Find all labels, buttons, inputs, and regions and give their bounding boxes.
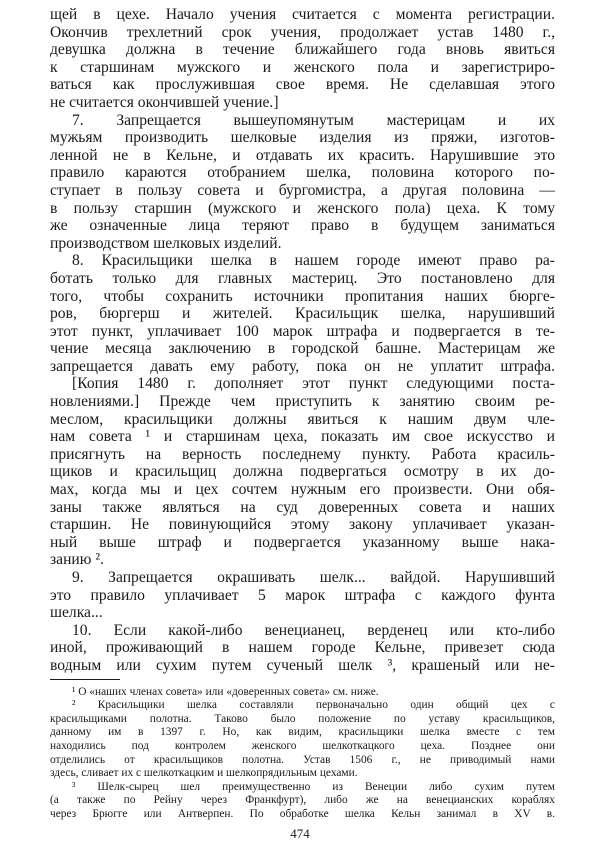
text-line: девушка должна в течение ближайшего года вновь явиться [50,41,555,59]
footnote-line: данному им в 1397 г. Но, как видим, красильщики шелка вместе с тем [50,726,555,739]
text-line: этот пункт, уплачивает 100 марок штрафа и подвергается в те- [50,322,555,340]
text-line: же означенные лица теряют право в будущем заниматься [50,217,555,235]
text-line: щиков и красильщиц должна подвергаться осмотру в их до- [50,463,555,481]
text-line: меслом, красильщики должны явиться к нашим двум чле- [50,410,555,428]
text-line: иной, проживающий в нашем городе Кельне, привезет сюда [50,639,555,657]
text-line: того, чтобы сохранить источники пропитания наших бюрге- [50,287,555,305]
footnote-1: ¹ О «наших членах совета» или «доверенных совета» см. ниже. [72,685,379,698]
footnote-divider [50,679,120,680]
text-line: заны также являться на суд доверенных совета и наших [50,498,555,516]
text-line: правило караются отобранием шелка, половина которого по- [50,164,555,182]
footnote-line: красильщиками полотна. Таково было положение по уставу красильщиков, [50,712,555,725]
text-line: мужьям производить шелковые изделия из пряжи, изготов- [50,129,555,147]
text-line: к старшинам мужского и женского пола и зарегистриро- [50,58,555,76]
text-line: чение месяца заключению в городской башне. Мастерицам же [50,340,555,358]
text-line: в пользу старшин (мужского и женского пола) цеха. К тому [50,199,555,217]
text-line: водным или сухим путем сученый шелк ³, крашеный или не- [50,656,555,674]
text-line: присягнуть на верность последнему пункту. Работа красиль- [50,445,555,463]
text-line: ров, бюргерш и жителей. Красильщик шелка, нарушивший [50,305,555,323]
text-line: нам совета ¹ и старшинам цеха, показать им свое искусство и [50,428,555,446]
text-line: занию ². [50,551,104,569]
text-line: ботать только для главных мастериц. Это постановлено для [50,269,555,287]
footnote-line: через Брюгге или Антверпен. По обработке шелка Кельн занимал в XV в. [50,807,555,820]
footnotes [50,679,555,822]
paragraph-7-start: 7. Запрещается вышеупомянутым мастерицам и их [72,111,555,129]
text-line: это правило уплачивает 5 марок штрафа с каждого фунта [50,586,555,604]
page-body [50,6,555,822]
paragraph-9-start: 9. Запрещается окрашивать шелк... вайдой. Нарушивший [72,569,555,586]
main-text [50,6,555,675]
text-line: Окончив трехлетний срок учения, продолжает устав 1480 г., [50,23,555,41]
text-line: ступает в пользу совета и бургомистра, а другая половина — [50,181,555,199]
footnote-3: ³ Шелк-сырец шел преимущественно из Венеции либо сухим путем [72,780,555,793]
text-line: мах, когда мы и цех сочтем нужным его произвести. Они обя- [50,481,555,499]
footnote-line: (а также по Рейну через Франкфурт), либо же на венецианских кораблях [50,794,555,807]
text-line: ленной не в Кельне, и отдавать их красить. Нарушившие это [50,146,555,164]
text-line: ный выше штраф и подвергается указанному выше нака- [50,533,555,551]
page-number: 474 [290,826,310,841]
paragraph-copy-1480-start: [Копия 1480 г. дополняет этот пункт следующими поста- [72,375,555,393]
text-line: производством шелковых изделий. [50,234,282,252]
text-line: шелка... [50,604,103,622]
footnote-line: находились под контролем женского шелкоткацкого цеха. Позднее они [50,739,555,752]
text-line: старшин. Не повинующийся этому закону уплачивает указан- [50,516,555,534]
text-line: щей в цехе. Начало учения считается с момента регистрации. [50,6,555,23]
footnote-line: отделились от красильщиков полотна. Устав 1506 г., не приводимый нами [50,753,555,766]
paragraph-10-start: 10. Если какой-либо венецианец, верденец или кто-либо [72,621,555,639]
text-line: ваться как прослужившая свое время. Не сделавшая этого [50,76,555,94]
footnote-line: здесь, сливает их с шелкоткацким и шелкопрядильным цехами. [50,767,358,780]
text-line: запрещается давать ему работу, пока он не уплатит штрафа. [50,357,555,375]
text-line: новлениями.] Прежде чем приступить к занятию своим ре- [50,393,555,411]
footnote-2: ² Красильщики шелка составляли первоначально один общий цех с [72,699,555,712]
text-line: не считается окончившей учение.] [50,93,279,111]
paragraph-8-start: 8. Красильщики шелка в нашем городе имеют право ра- [72,252,555,270]
